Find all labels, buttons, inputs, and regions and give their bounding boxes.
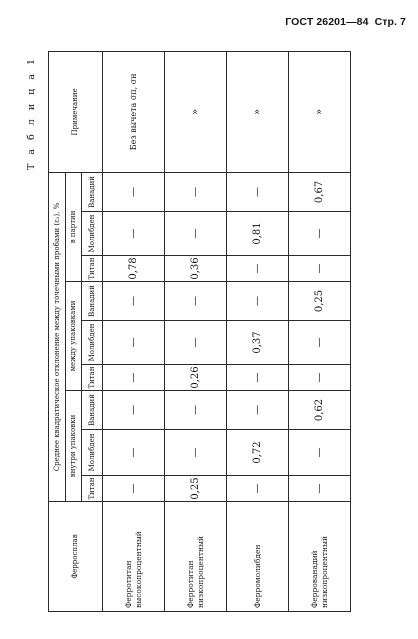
element-header: Ванадий (82, 172, 103, 211)
value-cell: — (103, 282, 165, 321)
value-cell: — (165, 172, 227, 211)
value-cell: 0,36 (165, 256, 227, 282)
table-caption: Т а б л и ц а 1 (26, 56, 37, 171)
value-cell: 0,25 (289, 282, 351, 321)
ditto-mark: » (227, 51, 289, 172)
value-cell: 0,81 (227, 212, 289, 256)
note-cell: Без вычета σп, σн (103, 51, 165, 172)
value-cell: — (227, 365, 289, 391)
value-cell: — (227, 476, 289, 502)
value-cell: — (103, 365, 165, 391)
value-cell: 0,67 (289, 172, 351, 211)
value-cell: — (289, 365, 351, 391)
element-header: Титан (82, 256, 103, 282)
element-header: Титан (82, 476, 103, 502)
value-cell: — (289, 212, 351, 256)
element-header: Молибден (82, 212, 103, 256)
value-cell: — (103, 391, 165, 430)
alloy-name: Феррованадий низкопроцентный (289, 502, 351, 612)
value-cell: — (165, 282, 227, 321)
group-header-within-package: внутри упаковки (66, 391, 82, 502)
page-number: Стр. 7 (374, 16, 406, 28)
data-table (48, 51, 351, 612)
page-header (282, 16, 406, 28)
alloy-column-header: Ферросплав (49, 502, 103, 612)
ditto-mark: » (165, 51, 227, 172)
table-row (227, 51, 289, 611)
element-header: Ванадий (82, 391, 103, 430)
rotated-table-block (24, 52, 414, 612)
alloy-name: Ферромолибден (227, 502, 289, 612)
standard-number: ГОСТ 26201—84 (285, 16, 369, 28)
value-cell: 0,78 (103, 256, 165, 282)
note-column-header: Примечание (49, 51, 103, 172)
value-cell: — (227, 256, 289, 282)
element-header: Молибден (82, 321, 103, 365)
value-cell: — (289, 476, 351, 502)
group-header-between-packages: между упаковками (66, 282, 82, 391)
value-cell: — (227, 282, 289, 321)
value-cell: — (227, 391, 289, 430)
ditto-mark: » (289, 51, 351, 172)
table-row (289, 51, 351, 611)
deviation-header: Среднее квадратическое отклонение между точечными пробами (ε₁), % (49, 172, 66, 501)
value-cell: — (103, 430, 165, 476)
element-header: Титан (82, 365, 103, 391)
value-cell: — (227, 172, 289, 211)
group-header-in-lot: в партии (66, 172, 82, 281)
value-cell: 0,37 (227, 321, 289, 365)
value-cell: — (165, 391, 227, 430)
value-cell: 0,62 (289, 391, 351, 430)
value-cell: — (103, 476, 165, 502)
value-cell: — (289, 321, 351, 365)
value-cell: — (103, 321, 165, 365)
value-cell: — (289, 256, 351, 282)
value-cell: 0,26 (165, 365, 227, 391)
value-cell: — (165, 430, 227, 476)
value-cell: — (289, 430, 351, 476)
table-row (165, 51, 227, 611)
value-cell: — (103, 212, 165, 256)
value-cell: — (103, 172, 165, 211)
value-cell: — (165, 212, 227, 256)
value-cell: 0,25 (165, 476, 227, 502)
alloy-name: Ферротитан низкопроцентный (165, 502, 227, 612)
alloy-name: Ферротитан высокопроцентный (103, 502, 165, 612)
element-header: Ванадий (82, 282, 103, 321)
value-cell: 0,72 (227, 430, 289, 476)
table-row (103, 51, 165, 611)
value-cell: — (165, 321, 227, 365)
element-header: Молибден (82, 430, 103, 476)
